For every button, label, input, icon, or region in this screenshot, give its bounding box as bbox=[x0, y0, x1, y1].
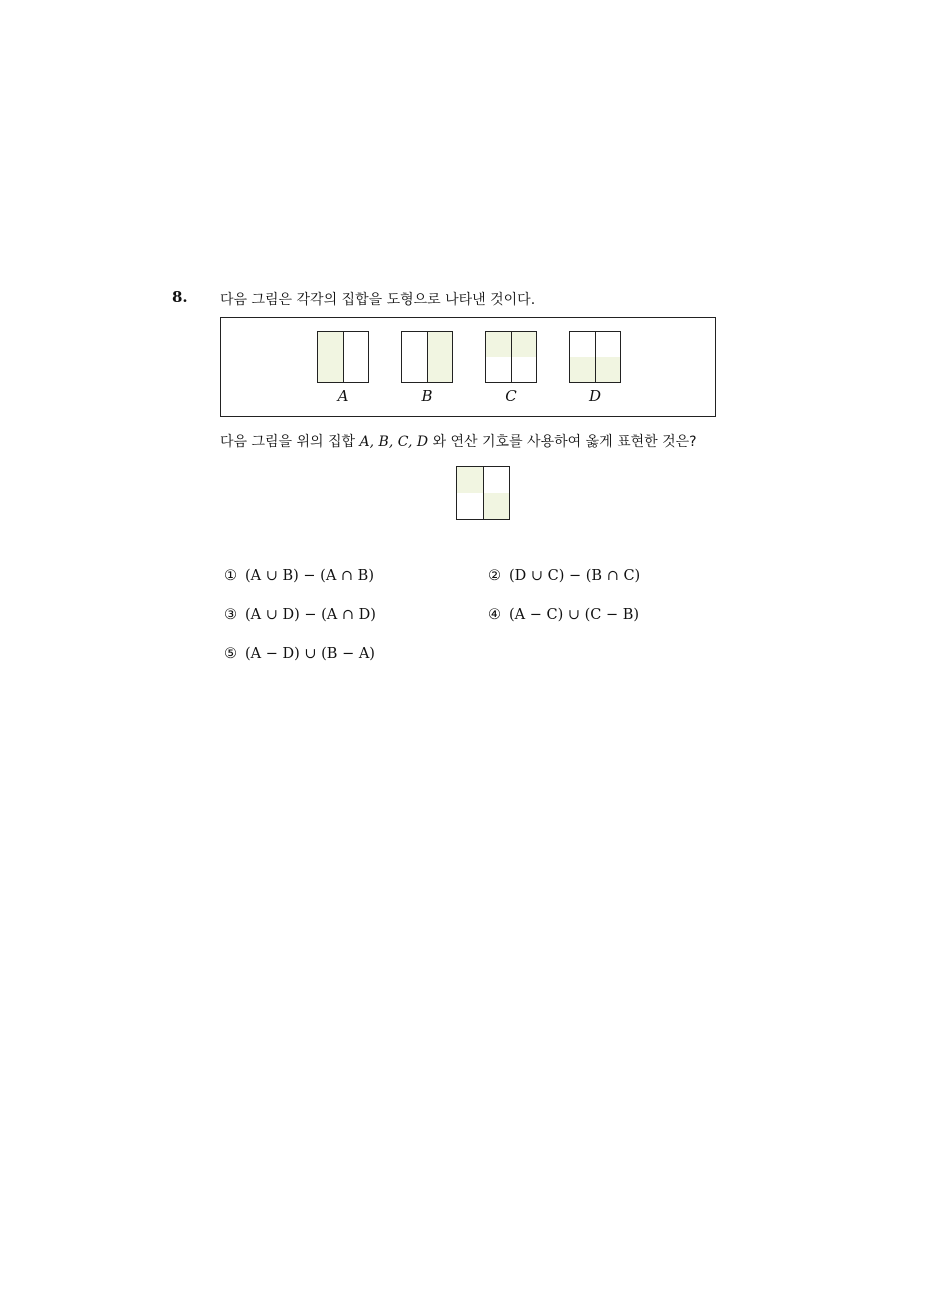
question-number: 8. bbox=[172, 288, 188, 306]
set-c-ref: C, bbox=[397, 434, 413, 450]
label-c: C bbox=[505, 387, 517, 405]
choice-expression: (A − D) ∪ (B − A) bbox=[245, 646, 375, 662]
set-d-ref: D bbox=[416, 434, 429, 450]
choice-expression: (D ∪ C) − (B ∩ C) bbox=[509, 568, 641, 584]
choice-expression: (A ∪ D) − (A ∩ D) bbox=[245, 607, 376, 623]
set-a-ref: A, bbox=[359, 434, 375, 450]
label-b: B bbox=[421, 387, 433, 405]
question-prompt: 다음 그림은 각각의 집합을 도형으로 나타낸 것이다. bbox=[220, 292, 536, 308]
divider-line bbox=[427, 332, 428, 382]
shaded-region bbox=[428, 332, 452, 382]
label-d: D bbox=[588, 387, 602, 405]
set-figures-box bbox=[220, 317, 716, 417]
set-b-ref: B, bbox=[378, 434, 394, 450]
set-b-figure bbox=[401, 331, 453, 383]
choice-number: ③ bbox=[224, 607, 237, 623]
shaded-region bbox=[318, 332, 343, 382]
divider-line bbox=[343, 332, 344, 382]
choice-5[interactable] bbox=[224, 646, 375, 662]
set-d-figure bbox=[569, 331, 621, 383]
choice-2[interactable] bbox=[488, 568, 640, 584]
target-shape bbox=[456, 466, 510, 520]
choice-number: ② bbox=[488, 568, 501, 584]
choice-1[interactable] bbox=[224, 568, 374, 584]
prompt2-prefix: 다음 그림을 위의 집합 bbox=[220, 434, 356, 450]
divider-line bbox=[483, 467, 484, 519]
set-c-figure bbox=[485, 331, 537, 383]
divider-line bbox=[511, 332, 512, 382]
set-a-figure bbox=[317, 331, 369, 383]
choice-3[interactable] bbox=[224, 607, 376, 623]
choice-expression: (A − C) ∪ (C − B) bbox=[509, 607, 640, 623]
choice-number: ① bbox=[224, 568, 237, 584]
prompt2-suffix: 와 연산 기호를 사용하여 옳게 표현한 것은? bbox=[432, 434, 697, 450]
question-prompt-2 bbox=[220, 431, 697, 451]
divider-line bbox=[595, 332, 596, 382]
choice-4[interactable] bbox=[488, 607, 639, 623]
shaded-bottom-right bbox=[484, 493, 509, 519]
label-a: A bbox=[337, 387, 349, 405]
choice-number: ④ bbox=[488, 607, 501, 623]
shaded-top-left bbox=[457, 467, 483, 493]
choice-expression: (A ∪ B) − (A ∩ B) bbox=[245, 568, 374, 584]
choice-number: ⑤ bbox=[224, 646, 237, 662]
